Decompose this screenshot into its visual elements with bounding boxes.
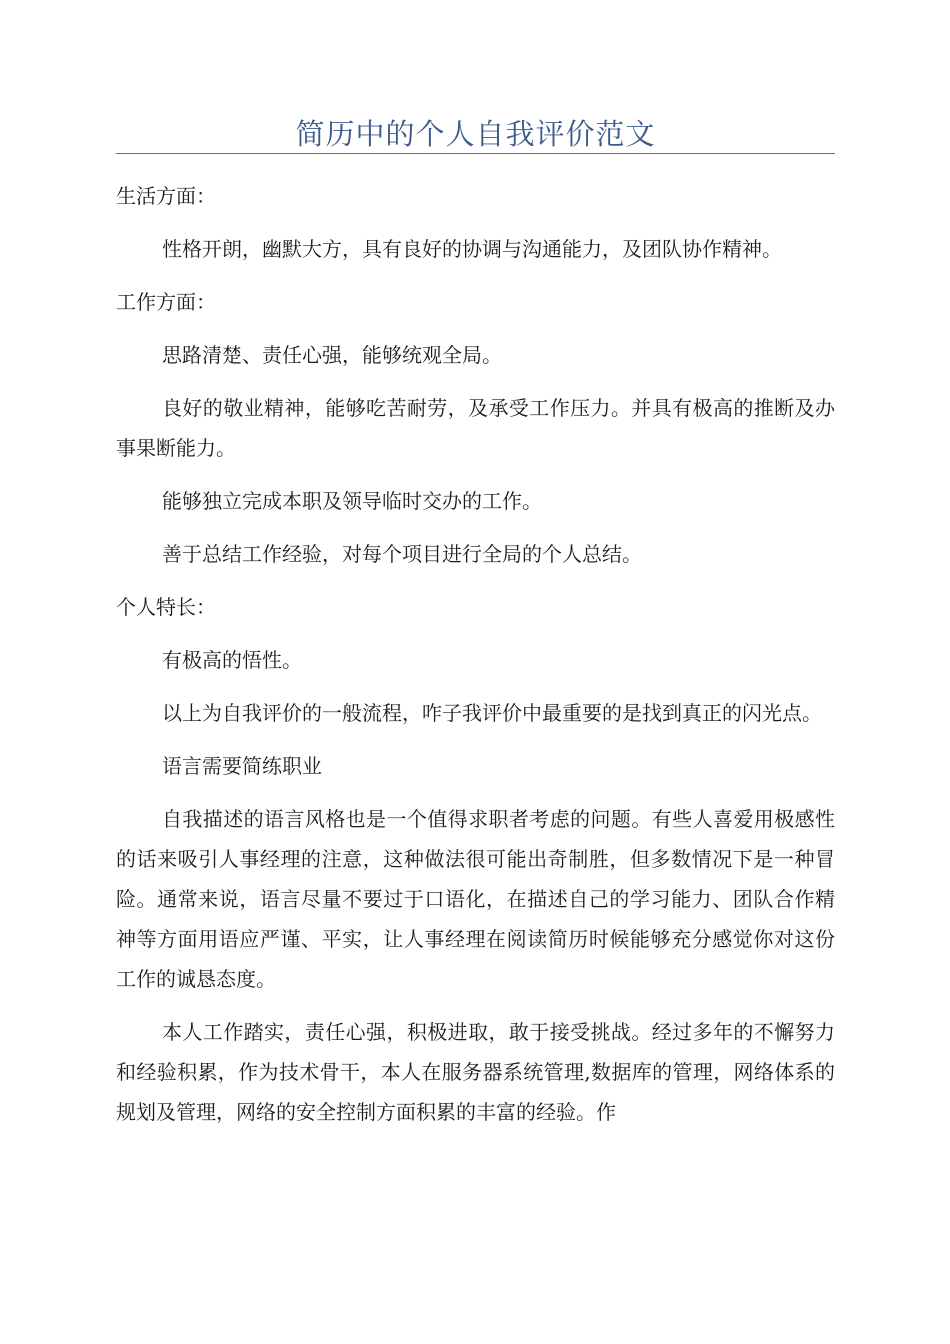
section-heading: 工作方面： <box>116 290 216 314</box>
body-paragraph: 能够独立完成本职及领导临时交办的工作。 <box>162 489 542 513</box>
body-paragraph: 有极高的悟性。 <box>162 648 302 672</box>
body-paragraph: 语言需要简练职业 <box>162 754 322 778</box>
body-paragraph: 良好的敬业精神，能够吃苦耐劳，及承受工作压力。并具有极高的推断及办事果断能力。 <box>116 396 835 460</box>
section-heading: 个人特长： <box>116 595 216 619</box>
body-paragraph: 善于总结工作经验，对每个项目进行全局的个人总结。 <box>162 542 642 566</box>
document-title: 简历中的个人自我评价范文 <box>295 117 656 151</box>
body-paragraph: 性格开朗，幽默大方，具有良好的协调与沟通能力，及团队协作精神。 <box>162 237 782 261</box>
title-underline <box>116 153 835 154</box>
body-paragraph: 本人工作踏实，责任心强，积极进取，敢于接受挑战。经过多年的不懈努力和经验积累，作为技术骨干，本人在服务器系统管理,数据库的管理，网络体系的规划及管理，网络的安全控制方面积累的丰富的经验。作 <box>116 1020 835 1124</box>
document-body <box>116 176 835 1145</box>
section-heading: 生活方面： <box>116 184 216 208</box>
body-paragraph: 思路清楚、责任心强，能够统观全局。 <box>162 343 502 367</box>
body-paragraph: 以上为自我评价的一般流程，咋子我评价中最重要的是找到真正的闪光点。 <box>162 701 822 725</box>
body-paragraph: 自我描述的语言风格也是一个值得求职者考虑的问题。有些人喜爱用极感性的话来吸引人事经理的注意，这种做法很可能出奇制胜，但多数情况下是一种冒险。通常来说，语言尽量不要过于口语化，在描述自己的学习能力、团队合作精神等方面用语应严谨、平实，让人事经理在阅读简历时候能够充分感觉你对这份工作的诚恳态度。 <box>116 807 835 991</box>
